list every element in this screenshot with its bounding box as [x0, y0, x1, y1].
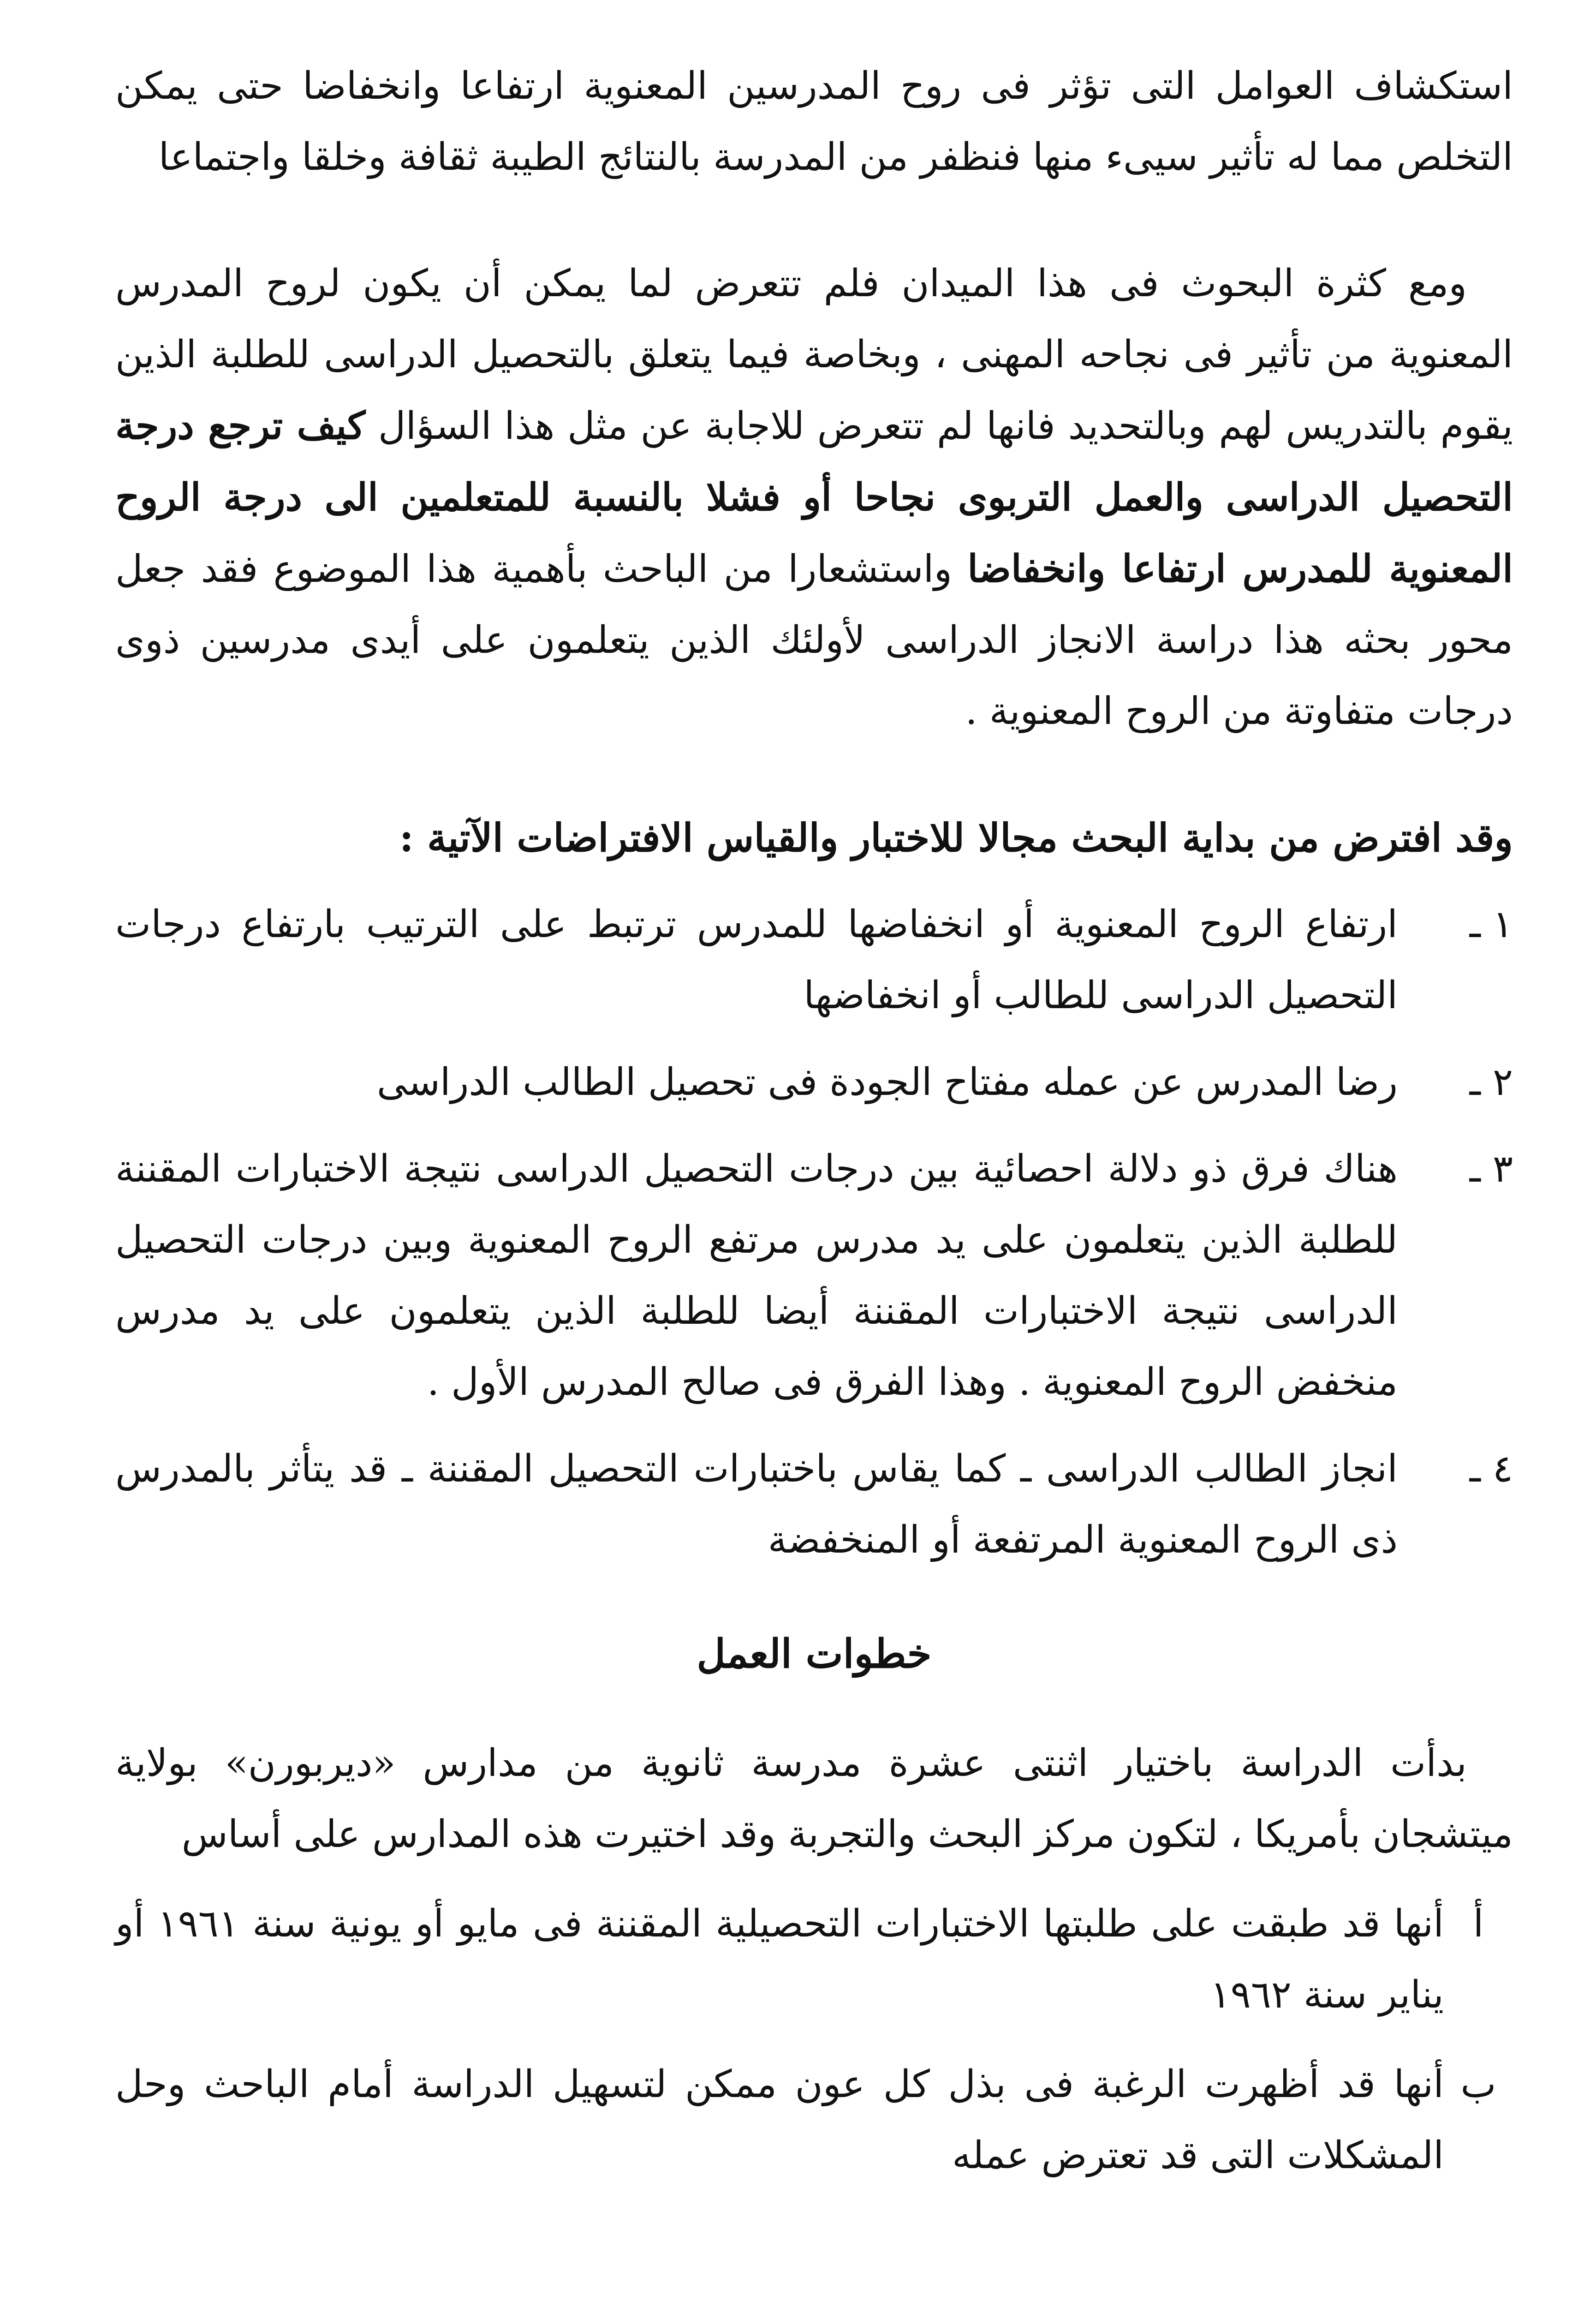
hypothesis-number: ٤ ـ	[1469, 1447, 1513, 1491]
hypothesis-item	[115, 1434, 1513, 1576]
hypothesis-text: انجاز الطالب الدراسى ـ كما يقاس باختبارات التحصيل المقننة ـ قد يتأثر بالمدرس ذى الروح المعنوية المرتفعة أو المنخفضة	[115, 1447, 1398, 1562]
hypothesis-text: رضا المدرس عن عمله مفتاح الجودة فى تحصيل الطالب الدراسى	[376, 1060, 1398, 1104]
hypothesis-item	[115, 889, 1513, 1031]
hypothesis-text: ارتفاع الروح المعنوية أو انخفاضها للمدرس ترتبط على الترتيب بارتفاع درجات التحصيل الدراسى للطالب أو انخفاضها	[115, 902, 1398, 1017]
hypothesis-item	[115, 1134, 1513, 1418]
method-paragraph: بدأت الدراسة باختيار اثنتى عشرة مدرسة ثانوية من مدارس «ديربورن» بولاية ميتشجان بأمريكا ، لتكون مركز البحث والتجربة وقد اختيرت هذه المدارس على أساس	[115, 1741, 1513, 1856]
problem-text-start: ومع كثرة البحوث فى هذا الميدان فلم تتعرض لما يمكن أن يكون لروح المدرس المعنوية من تأثير فى نجاحه المهنى ، وبخاصة فيما يتعلق بالتحصيل الدراسى للطلبة الذين يقوم بالتدريس لهم وبالتحديد فانها لم تتعرض للاجابة عن مثل هذا السؤال	[115, 262, 1513, 448]
criteria-text: أنها قد طبقت على طلبتها الاختبارات التحصيلية المقننة فى مايو أو يونية سنة ١٩٦١ أو يناير سنة ١٩٦٢	[115, 1902, 1444, 2017]
intro-paragraph: استكشاف العوامل التى تؤثر فى روح المدرسين المعنوية ارتفاعا وانخفاضا حتى يمكن التخلص مما له تأثير سيىء منها فنظفر من المدرسة بالنتائج الطيبة ثقافة وخلقا واجتماعا	[115, 64, 1513, 179]
hypothesis-item	[115, 1047, 1513, 1118]
criteria-item	[115, 2049, 1513, 2191]
criteria-item	[115, 1889, 1513, 2031]
hypothesis-text: هناك فرق ذو دلالة احصائية بين درجات التحصيل الدراسى نتيجة الاختبارات المقننة للطلبة الذين يتعلمون على يد مدرس مرتفع الروح المعنوية وبين درجات التحصيل الدراسى نتيجة الاختبارات المقننة أيضا للطلبة الذين يتعلمون على يد مدرس منخفض الروح المعنوية . وهذا الفرق فى صالح المدرس الأول .	[115, 1147, 1398, 1404]
problem-text-end: واستشعارا من الباحث بأهمية هذا الموضوع فقد جعل محور بحثه هذا دراسة الانجاز الدراسى لأولئك الذين يتعلمون على أيدى مدرسين ذوى درجات متفاوتة من الروح المعنوية .	[115, 547, 1513, 733]
section-title: خطوات العمل	[697, 1631, 932, 1677]
research-problem-paragraph	[115, 248, 1513, 747]
criteria-letter: ب	[1460, 2062, 1496, 2106]
hypotheses-heading: وقد افترض من بداية البحث مجالا للاختبار والقياس الافتراضات الآتية :	[399, 815, 1513, 861]
hypothesis-number: ٢ ـ	[1469, 1060, 1513, 1104]
criteria-text: أنها قد أظهرت الرغبة فى بذل كل عون ممكن لتسهيل الدراسة أمام الباحث وحل المشكلات التى قد تعترض عمله	[115, 2062, 1444, 2177]
hypothesis-number: ١ ـ	[1469, 902, 1513, 946]
research-question-bold: كيف ترجع درجة التحصيل الدراسى والعمل التربوى نجاحا أو فشلا بالنسبة للمتعلمين الى درجة الروح المعنوية للمدرس ارتفاعا وانخفاضا	[115, 404, 1513, 591]
hypothesis-number: ٣ ـ	[1469, 1147, 1513, 1191]
document-page	[115, 51, 1513, 2191]
criteria-letter: أ	[1473, 1902, 1484, 1946]
